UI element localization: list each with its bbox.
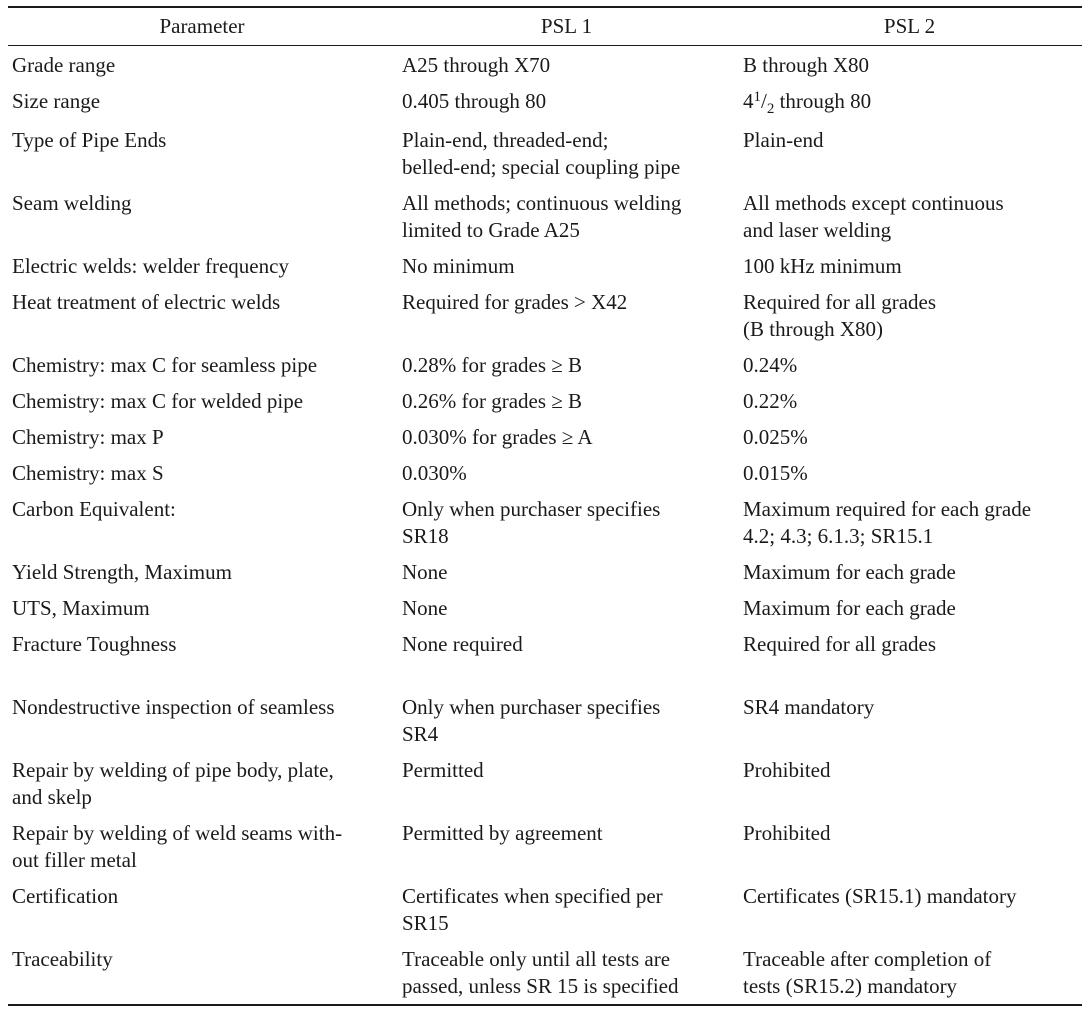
table-row xyxy=(8,496,1082,550)
header-parameter: Parameter xyxy=(159,14,245,38)
cell-parameter: Nondestructive inspection of seamless xyxy=(12,695,335,719)
cell-parameter: Chemistry: max P xyxy=(12,425,164,449)
cell-parameter: Seam welding xyxy=(12,191,132,215)
table-row xyxy=(8,289,1082,343)
cell-psl1: None xyxy=(402,560,448,584)
table-body xyxy=(8,46,1082,1004)
table-row xyxy=(8,127,1082,181)
cell-psl2: 0.025% xyxy=(743,425,808,449)
cell-psl2: $4^1/_2$ through 80 xyxy=(743,89,872,117)
table-row xyxy=(8,631,1082,658)
table-row xyxy=(8,88,1082,118)
cell-psl2: Traceable after completion of tests (SR15.2) mandatory xyxy=(743,947,992,998)
cell-parameter: Repair by welding of pipe body, plate, and skelp xyxy=(12,758,334,809)
cell-psl1: 0.26% for grades ≥ B xyxy=(402,389,583,413)
cell-psl1: Permitted xyxy=(402,758,484,782)
cell-parameter: Chemistry: max C for seamless pipe xyxy=(12,353,318,377)
cell-psl1: 0.030% for grades ≥ A xyxy=(402,425,593,449)
table-row xyxy=(8,595,1082,622)
cell-parameter: Chemistry: max S xyxy=(12,461,164,485)
table-row xyxy=(8,352,1082,379)
cell-parameter: Repair by welding of weld seams with- out filler metal xyxy=(12,821,343,872)
cell-psl2: Required for all grades (B through X80) xyxy=(743,290,937,341)
cell-psl2: Maximum for each grade xyxy=(743,596,956,620)
cell-parameter: Electric welds: welder frequency xyxy=(12,254,289,278)
cell-psl1: Traceable only until all tests are passed, unless SR 15 is specified xyxy=(402,947,679,998)
table-row xyxy=(8,883,1082,937)
header-psl2: PSL 2 xyxy=(883,14,936,38)
cell-psl2: Maximum for each grade xyxy=(743,560,956,584)
table-row xyxy=(8,460,1082,487)
cell-psl2: 0.015% xyxy=(743,461,808,485)
cell-psl1: Required for grades > X42 xyxy=(402,290,628,314)
cell-psl1: Plain-end, threaded-end; belled-end; special coupling pipe xyxy=(402,128,681,179)
cell-psl2: Prohibited xyxy=(743,821,831,845)
cell-psl2: SR4 mandatory xyxy=(743,695,875,719)
cell-psl1: None required xyxy=(402,632,523,656)
cell-parameter: Traceability xyxy=(12,947,113,971)
table-row xyxy=(8,820,1082,874)
cell-parameter: Type of Pipe Ends xyxy=(12,128,167,152)
cell-psl2: 100 kHz minimum xyxy=(743,254,902,278)
table-row xyxy=(8,388,1082,415)
cell-psl1: Only when purchaser specifies SR4 xyxy=(402,695,661,746)
cell-psl2: Plain-end xyxy=(743,128,824,152)
cell-psl2: Prohibited xyxy=(743,758,831,782)
cell-psl2: Certificates (SR15.1) mandatory xyxy=(743,884,1017,908)
table-row xyxy=(8,253,1082,280)
cell-psl2: 0.22% xyxy=(743,389,798,413)
cell-psl2: Required for all grades xyxy=(743,632,937,656)
cell-psl1: Permitted by agreement xyxy=(402,821,603,845)
table-row xyxy=(8,52,1082,79)
cell-parameter: Size range xyxy=(12,89,101,113)
cell-parameter: Fracture Toughness xyxy=(12,632,177,656)
table-row xyxy=(8,190,1082,244)
cell-psl1: All methods; continuous welding limited to Grade A25 xyxy=(402,191,682,242)
cell-psl1: 0.030% xyxy=(402,461,467,485)
header-psl1: PSL 1 xyxy=(540,14,593,38)
cell-psl1: 0.28% for grades ≥ B xyxy=(402,353,583,377)
cell-psl2: 0.24% xyxy=(743,353,798,377)
cell-psl1: Only when purchaser specifies SR18 xyxy=(402,497,661,548)
cell-psl2: Maximum required for each grade 4.2; 4.3; 6.1.3; SR15.1 xyxy=(743,497,1032,548)
cell-psl1: Certificates when specified per SR15 xyxy=(402,884,663,935)
table-row xyxy=(8,559,1082,586)
table-header-row xyxy=(8,8,1082,45)
table-row xyxy=(8,757,1082,811)
cell-psl1: None xyxy=(402,596,448,620)
table-row xyxy=(8,424,1082,451)
cell-psl2: B through X80 xyxy=(743,53,869,77)
cell-parameter: Certification xyxy=(12,884,119,908)
table-row xyxy=(8,946,1082,1000)
cell-psl2: All methods except continuous and laser welding xyxy=(743,191,1004,242)
cell-parameter: UTS, Maximum xyxy=(12,596,150,620)
cell-parameter: Heat treatment of electric welds xyxy=(12,290,281,314)
cell-psl1: 0.405 through 80 xyxy=(402,89,547,113)
cell-parameter: Yield Strength, Maximum xyxy=(12,560,232,584)
cell-psl1: No minimum xyxy=(402,254,515,278)
table-row xyxy=(8,694,1082,748)
table-bottom-rule xyxy=(8,1004,1082,1006)
cell-parameter: Chemistry: max C for welded pipe xyxy=(12,389,304,413)
comparison-table xyxy=(8,6,1082,1006)
cell-parameter: Carbon Equivalent: xyxy=(12,497,176,521)
cell-parameter: Grade range xyxy=(12,53,116,77)
cell-psl1: A25 through X70 xyxy=(402,53,551,77)
